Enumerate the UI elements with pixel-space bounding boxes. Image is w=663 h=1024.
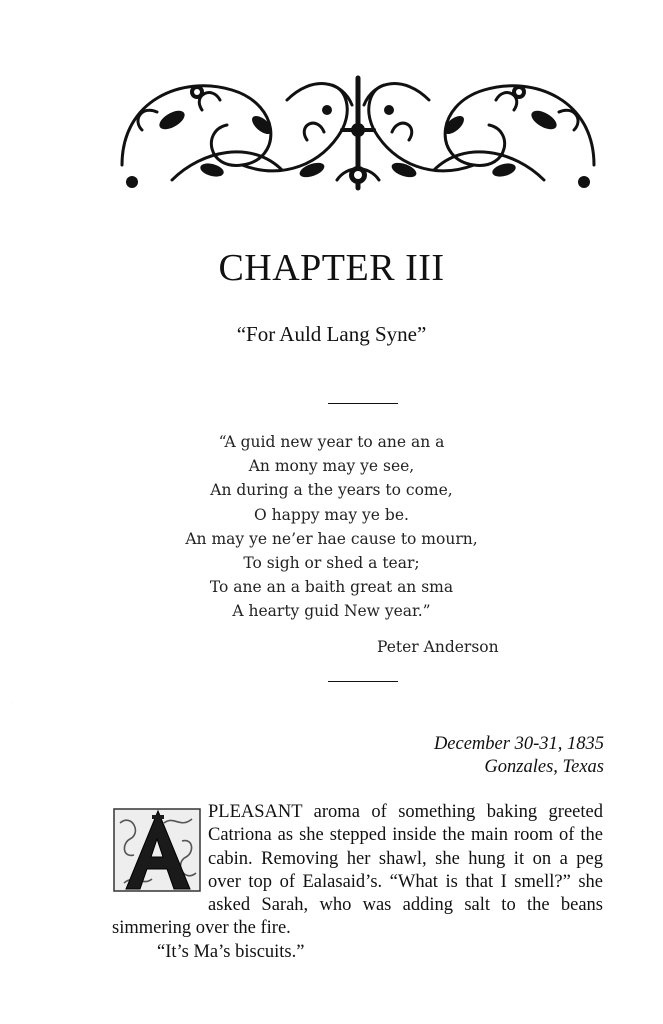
poem-line: An mony may ye see, [248,457,415,476]
ornate-dropcap-a-icon [12,703,204,895]
poem-line: “A guid new year to ane an a [218,433,445,451]
chapter-subtitle: “For Auld Lang Syne” [236,322,427,346]
body-paragraph: “It’s Ma’s biscuits.” [157,941,305,962]
body-paragraph: PLEASANT aroma of something baking greeted Catriona as she stepped inside the main room of the cabin. Removing her shawl, she hung it on a peg over top of Ealasaid’s. “What is that I smell?” she asked Sarah, who was adding salt to the beans simmering over the fire. [112,802,603,939]
dateline-place: Gonzales, Texas [484,757,604,777]
poem-line: An may ye ne’er hae cause to mourn, [185,529,478,548]
divider-bottom [328,681,398,682]
poem-line: To ane an a baith great an sma [209,578,454,597]
poem-line: O happy may ye be. [254,505,409,524]
dateline-date: December 30-31, 1835 [433,734,604,754]
epigraph-attribution: Peter Anderson [377,638,499,656]
divider-top [328,403,398,404]
poem-line: A hearty guid New year.” [232,602,431,621]
dateline [434,733,604,779]
epigraph-poem [0,430,663,624]
poem-line: To sigh or shed a tear; [243,554,420,573]
dropcap-letter: A [12,703,13,704]
floral-scroll-ornament-icon [112,70,604,196]
chapter-title: CHAPTER III [218,247,445,289]
poem-line: An during a the years to come, [210,481,453,500]
